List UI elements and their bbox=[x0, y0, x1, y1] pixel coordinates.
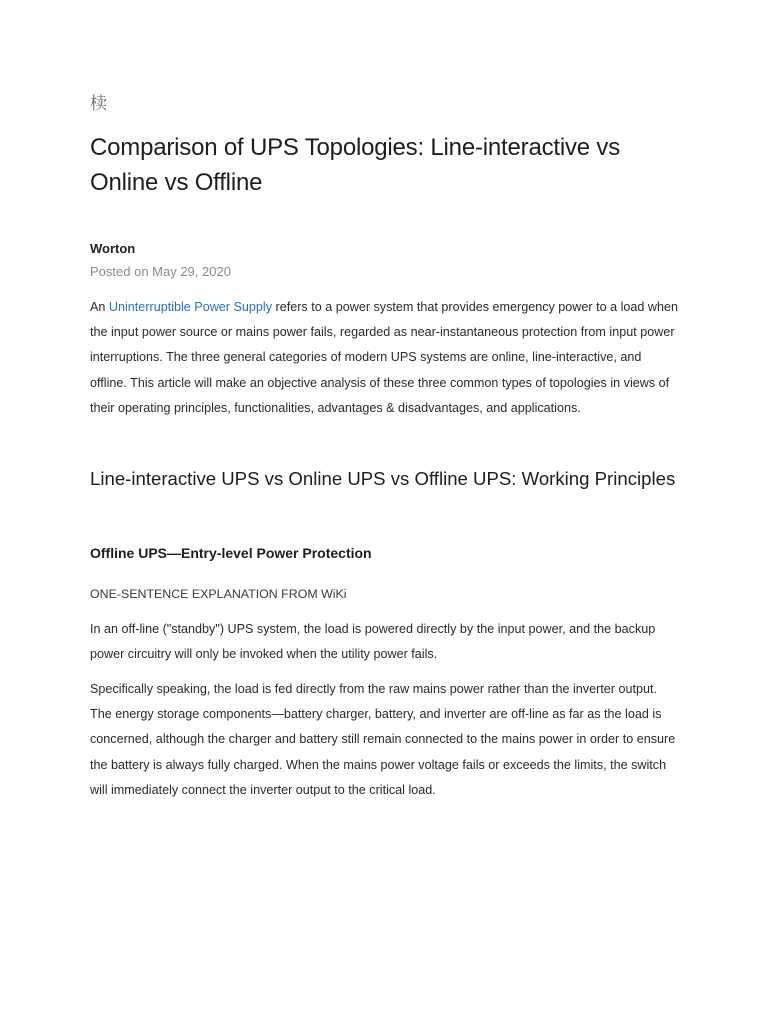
intro-text-rest: refers to a power system that provides emergency power to a load when the input power source or mains power fails, regarded as near-instantaneous protection from input power interruptions. The three general categories of modern UPS systems are online, line-interactive, and offline. This article will make an objective analysis of these three common types of topologies in views of their operating principles, functionalities, advantages & disadvantages, and applications. bbox=[90, 300, 679, 415]
paragraph-details: Specifically speaking, the load is fed directly from the raw mains power rather than the inverter output. The energy storage components—battery charger, battery, and inverter are off-line as far as the load is concerned, although the charger and battery still remain connected to the mains power in order to ensure the battery is always fully charged. When the mains power voltage fails or exceeds the limits, the switch will immediately connect the inverter output to the critical load. bbox=[90, 682, 676, 797]
ups-link[interactable]: Uninterruptible Power Supply bbox=[108, 300, 273, 314]
explanation-label: ONE-SENTENCE EXPLANATION FROM WiKi bbox=[90, 587, 347, 601]
section-heading: Line-interactive UPS vs Online UPS vs Offline UPS: Working Principles bbox=[90, 468, 676, 489]
paragraph-standby: In an off-line ("standby") UPS system, the load is powered directly by the input power, and the backup power circuitry will only be invoked when the utility power fails. bbox=[90, 622, 656, 662]
header-glyph: 椟 bbox=[90, 94, 107, 114]
intro-text-start: An bbox=[90, 300, 109, 314]
article-title: Comparison of UPS Topologies: Line-interactive vs Online vs Offline bbox=[90, 134, 621, 196]
intro-paragraph bbox=[90, 295, 680, 421]
author-name: Worton bbox=[90, 241, 136, 256]
posted-date: Posted on May 29, 2020 bbox=[90, 264, 231, 279]
subsection-heading: Offline UPS—Entry-level Power Protection bbox=[90, 545, 372, 561]
